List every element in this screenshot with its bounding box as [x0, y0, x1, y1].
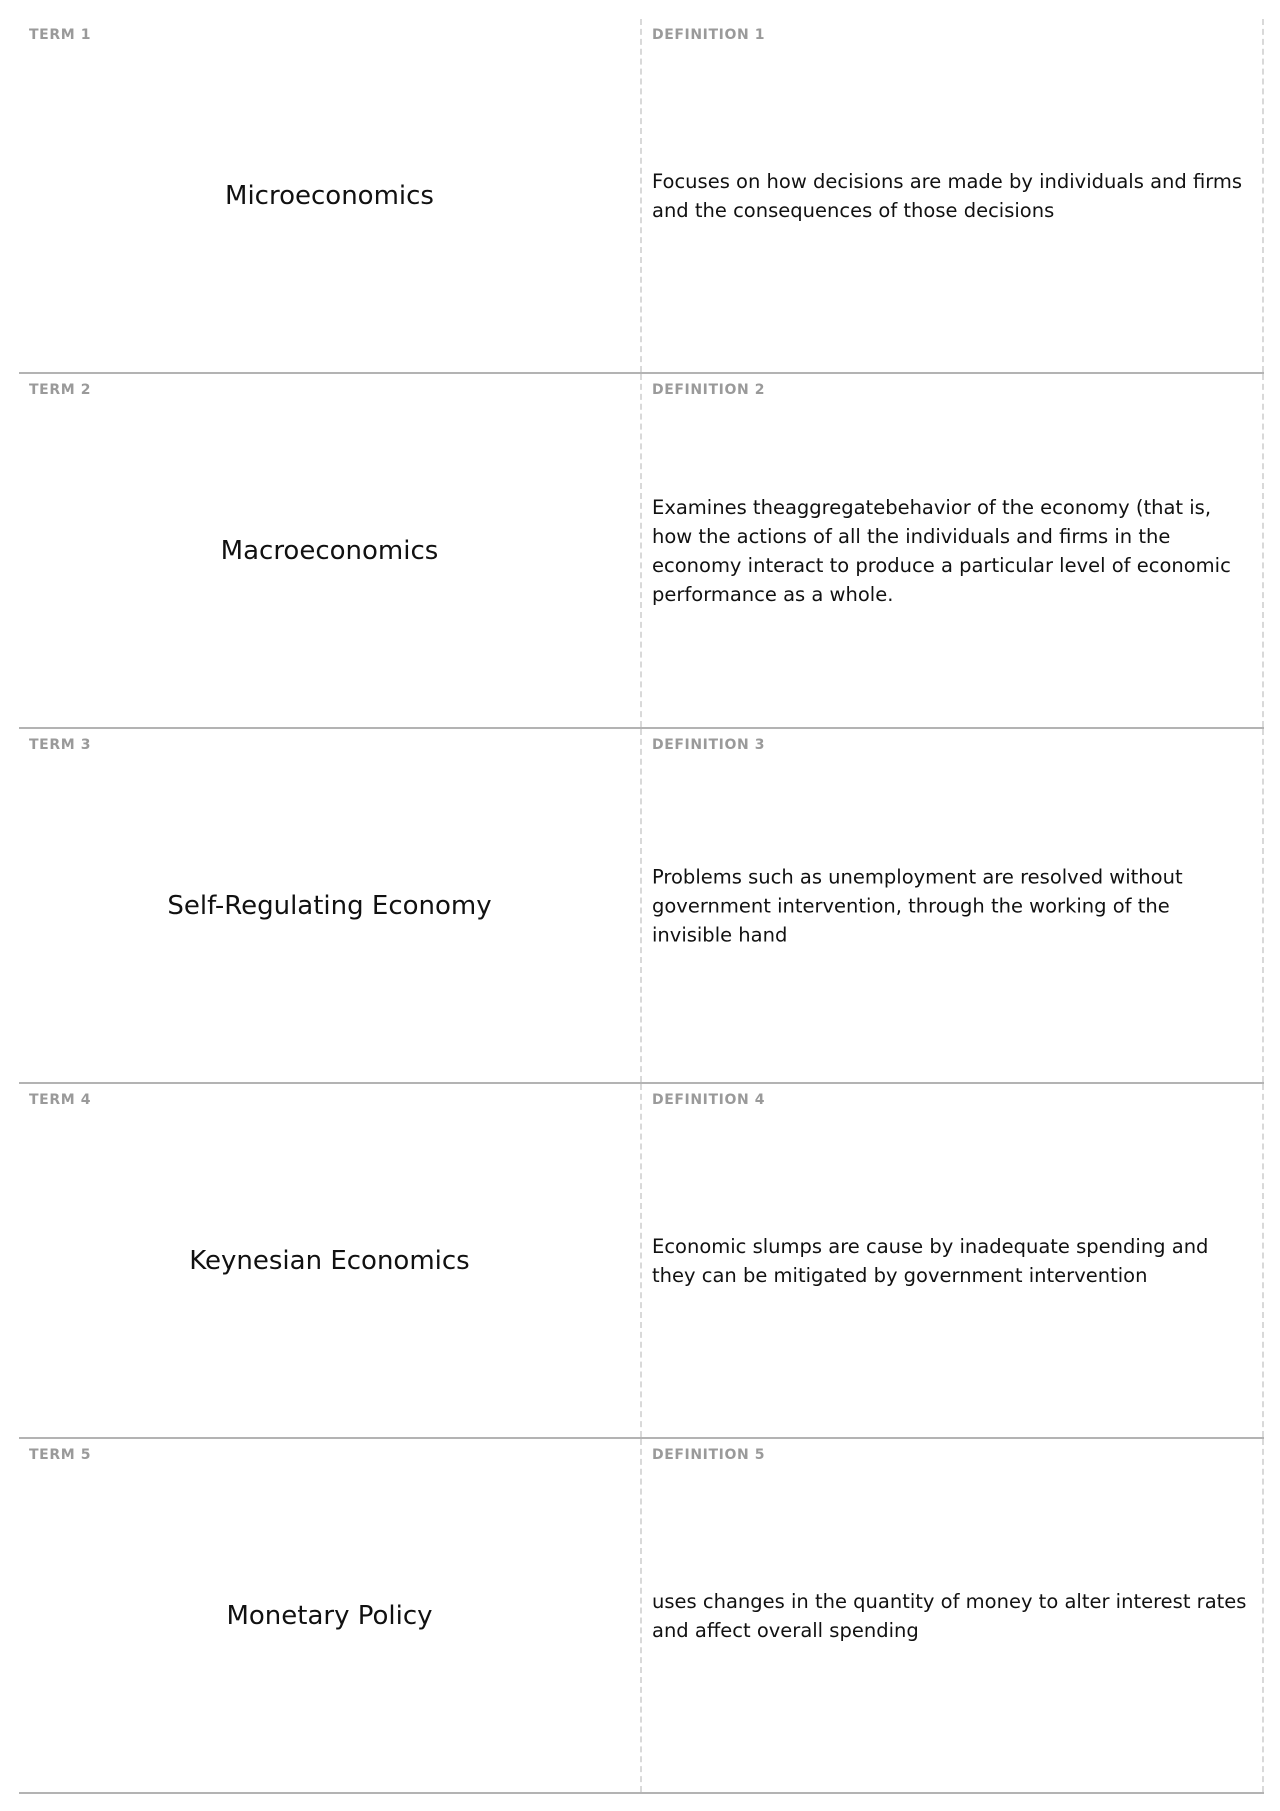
term-label: TERM 2	[29, 382, 92, 398]
flashcard-sheet	[19, 19, 1264, 1794]
term-label: TERM 3	[29, 737, 92, 753]
term-label: TERM 5	[29, 1447, 92, 1463]
definition-text: Examines theaggregatebehavior of the economy (that is, how the actions of all the individuals and firms in the economy interact to produce a particular level of economic performance as a whole.	[652, 495, 1231, 606]
flashcard-row	[19, 374, 1264, 729]
definition-label: DEFINITION 4	[652, 1092, 766, 1108]
term-label: TERM 1	[29, 27, 92, 43]
term-label: TERM 4	[29, 1092, 92, 1108]
definition-label: DEFINITION 1	[652, 27, 766, 43]
term-text: Monetary Policy	[226, 1600, 433, 1631]
term-cell	[19, 19, 642, 372]
flashcard-row	[19, 1439, 1264, 1794]
definition-cell	[642, 374, 1264, 727]
term-text: Self-Regulating Economy	[167, 890, 492, 921]
definition-cell	[642, 1439, 1264, 1792]
definition-label: DEFINITION 3	[652, 737, 766, 753]
term-text: Microeconomics	[225, 180, 434, 211]
definition-label: DEFINITION 2	[652, 382, 766, 398]
term-cell	[19, 374, 642, 727]
term-cell	[19, 1084, 642, 1437]
definition-label: DEFINITION 5	[652, 1447, 766, 1463]
term-cell	[19, 1439, 642, 1792]
definition-text: Focuses on how decisions are made by individuals and firms and the consequences of those decisions	[652, 169, 1243, 222]
definition-cell	[642, 729, 1264, 1082]
definition-text: Problems such as unemployment are resolved without government intervention, through the working of the invisible hand	[652, 865, 1183, 946]
term-text: Keynesian Economics	[189, 1245, 470, 1276]
term-cell	[19, 729, 642, 1082]
definition-text: Economic slumps are cause by inadequate spending and they can be mitigated by government intervention	[652, 1234, 1209, 1287]
definition-cell	[642, 1084, 1264, 1437]
flashcard-row	[19, 1084, 1264, 1439]
definition-text: uses changes in the quantity of money to alter interest rates and affect overall spending	[652, 1589, 1247, 1642]
definition-cell	[642, 19, 1264, 372]
flashcard-row	[19, 19, 1264, 374]
term-text: Macroeconomics	[220, 535, 439, 566]
flashcard-row	[19, 729, 1264, 1084]
